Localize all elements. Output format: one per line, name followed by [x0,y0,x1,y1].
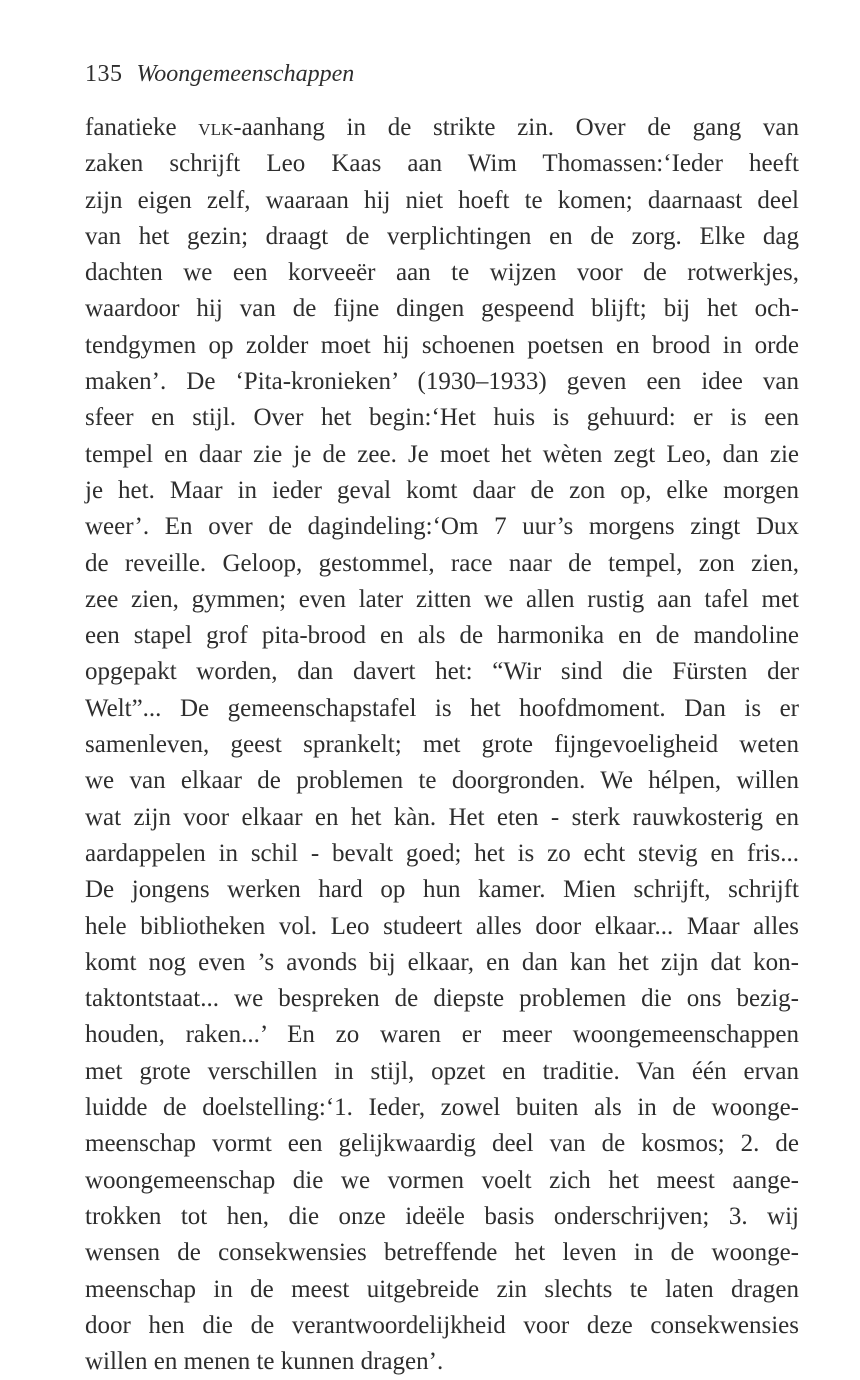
text-line: dachten we een korveeër aan te wijzen voor de rotwerkjes, [85,259,799,287]
text-line-last: willen en menen te kunnen dragen’. [85,1348,444,1376]
text-line: waardoor hij van de fijne dingen gespeend blijft; bij het och- [85,295,799,323]
text-line: wat zijn voor elkaar en het kàn. Het eten - sterk rauwkosterig en [85,803,799,831]
text-line: een stapel grof pita-brood en als de harmonika en de mandoline [85,622,799,650]
running-title: Woongemeenschappen [136,61,355,87]
text-line: aardappelen in schil - bevalt goed; het is zo echt stevig en fris... [85,839,799,867]
text-line: zee zien, gymmen; even later zitten we allen rustig aan tafel met [85,585,799,613]
text-line: weer’. En over de dagindeling:‘Om 7 uur’s morgens zingt Dux [85,513,799,541]
text-line: Welt”... De gemeenschapstafel is het hoofdmoment. Dan is er [85,694,799,722]
text-line: door hen die de verantwoordelijkheid voor deze consekwensies [85,1311,799,1339]
text-line: tendgymen op zolder moet hij schoenen poetsen en brood in orde [85,331,799,359]
text-line: met grote verschillen in stijl, opzet en traditie. Van één ervan [85,1057,799,1085]
text-line: hele bibliotheken vol. Leo studeert alles door elkaar... Maar alles [85,912,799,940]
text-line: je het. Maar in ieder geval komt daar de zon op, elke morgen [85,476,799,504]
text-line: meenschap in de meest uitgebreide zin slechts te laten dragen [85,1275,799,1303]
text-line: tempel en daar zie je de zee. Je moet het wèten zegt Leo, dan zie [85,440,799,468]
text-line: luidde de doelstelling:‘1. Ieder, zowel buiten als in de woonge- [85,1094,799,1122]
text-line: komt nog even ’s avonds bij elkaar, en dan kan het zijn dat kon- [85,948,799,976]
text-line: maken’. De ‘Pita-kronieken’ (1930–1933) geven een idee van [85,368,799,396]
text-line: fanatieke vlk-aanhang in de strikte zin. Over de gang van [85,114,799,141]
running-head [85,58,354,90]
acronym-vlk: vlk [198,115,234,141]
text-line: opgepakt worden, dan davert het: “Wir sind die Fürsten der [85,658,799,686]
text-line: zaken schrijft Leo Kaas aan Wim Thomassen:‘Ieder heeft [85,150,799,178]
text-line: taktontstaat... we bespreken de diepste problemen die ons bezig- [85,985,799,1013]
text-line: houden, raken...’ En zo waren er meer woongemeenschappen [85,1021,799,1049]
text-line: woongemeenschap die we vormen voelt zich het meest aange- [85,1166,799,1194]
text-line: de reveille. Geloop, gestommel, race naar de tempel, zon zien, [85,549,799,577]
text-line: van het gezin; draagt de verplichtingen en de zorg. Elke dag [85,222,799,250]
text-line: De jongens werken hard op hun kamer. Mien schrijft, schrijft [85,876,799,904]
text-line: we van elkaar de problemen te doorgronden. We hélpen, willen [85,767,799,795]
text-line: wensen de consekwensies betreffende het leven in de woonge- [85,1239,799,1267]
text-line: sfeer en stijl. Over het begin:‘Het huis is gehuurd: er is een [85,404,799,432]
text-line: samenleven, geest sprankelt; met grote fijngevoeligheid weten [85,731,799,759]
text-line: trokken tot hen, die onze ideële basis onderschrijven; 3. wij [85,1202,799,1230]
text-line: zijn eigen zelf, waaraan hij niet hoeft te komen; daarnaast deel [85,186,799,214]
text-line: meenschap vormt een gelijkwaardig deel van de kosmos; 2. de [85,1130,799,1158]
page-number: 135 [85,61,123,87]
body-paragraph [85,110,799,1380]
